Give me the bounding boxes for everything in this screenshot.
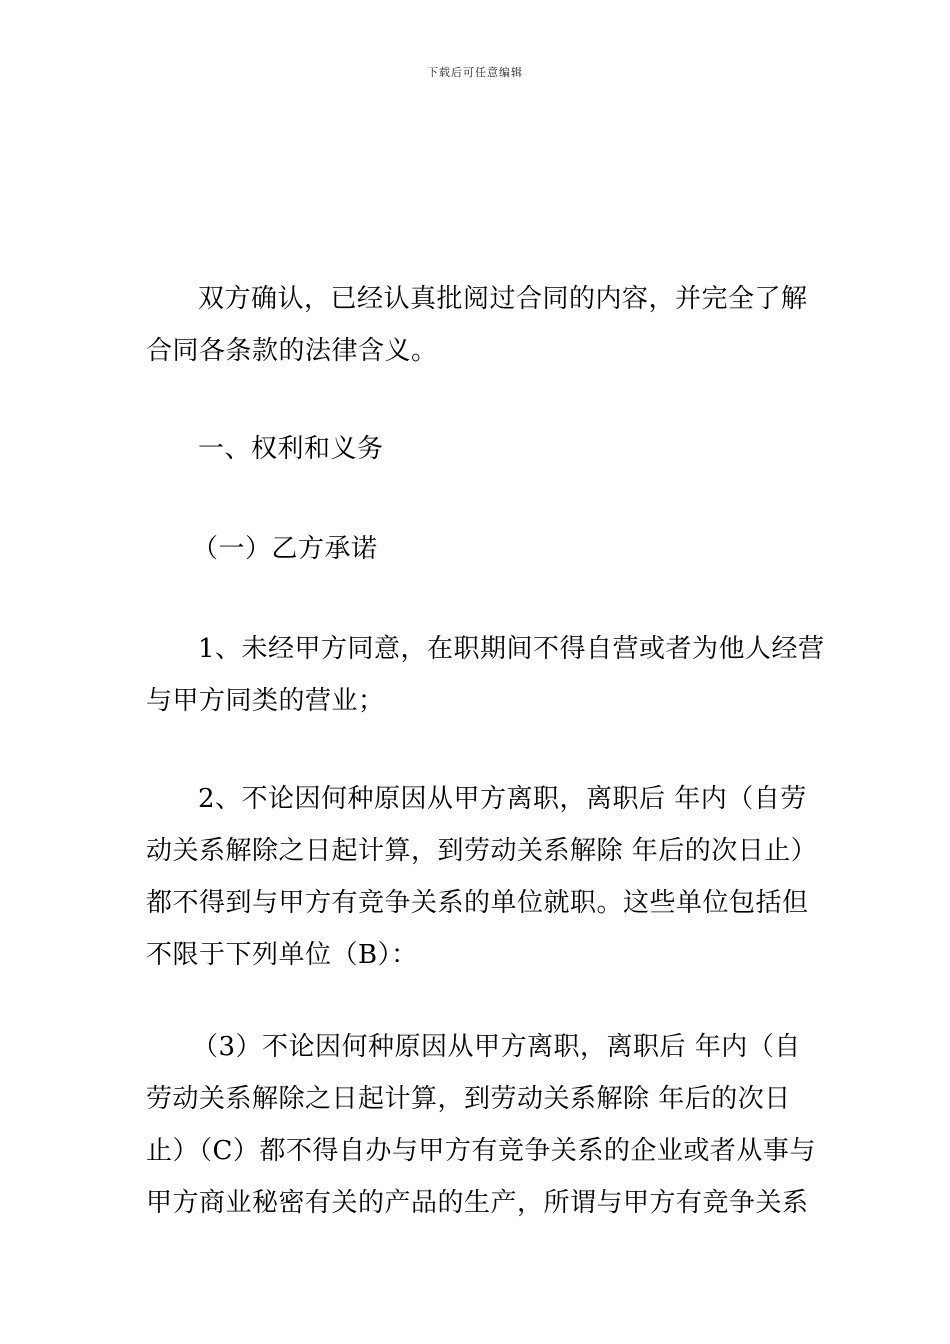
subsection-1-title: （一）乙方承诺 <box>192 534 378 564</box>
confirm-paragraph <box>146 273 806 377</box>
confirm-line-2: 合同各条款的法律含义。 <box>146 336 438 366</box>
item-3-line-4: 甲方商业秘密有关的产品的生产，所谓与甲方有竞争关系 <box>146 1188 809 1218</box>
item-1-paragraph <box>146 623 825 727</box>
item-3-line-1: （3）不论因何种原因从甲方离职，离职后 年内（自 <box>192 1032 801 1062</box>
item-3-line-3: 止）（C）都不得自办与甲方有竞争关系的企业或者从事与 <box>146 1136 816 1166</box>
item-3-paragraph <box>146 1021 816 1229</box>
item-2-line-4: 不限于下列单位（B）： <box>146 940 418 970</box>
item-2-line-2: 动关系解除之日起计算，到劳动关系解除 年后的次日止） <box>146 836 818 866</box>
header-note: 下载后可任意编辑 <box>427 66 523 79</box>
item-3-line-2: 劳动关系解除之日起计算，到劳动关系解除 年后的次日 <box>146 1084 791 1114</box>
item-1-line-1: 1、未经甲方同意，在职期间不得自营或者为他人经营 <box>198 634 825 664</box>
item-2-line-3: 都不得到与甲方有竞争关系的单位就职。这些单位包括但 <box>146 888 809 918</box>
subsection-title <box>146 523 806 575</box>
item-2-paragraph <box>146 773 818 981</box>
section-title <box>146 423 806 475</box>
section-1-title: 一、权利和义务 <box>198 434 384 464</box>
confirm-line-1: 双方确认，已经认真批阅过合同的内容，并完全了解 <box>198 284 808 314</box>
item-2-line-1: 2、不论因何种原因从甲方离职，离职后 年内（自劳 <box>198 784 807 814</box>
item-1-line-2: 与甲方同类的营业； <box>146 686 385 716</box>
